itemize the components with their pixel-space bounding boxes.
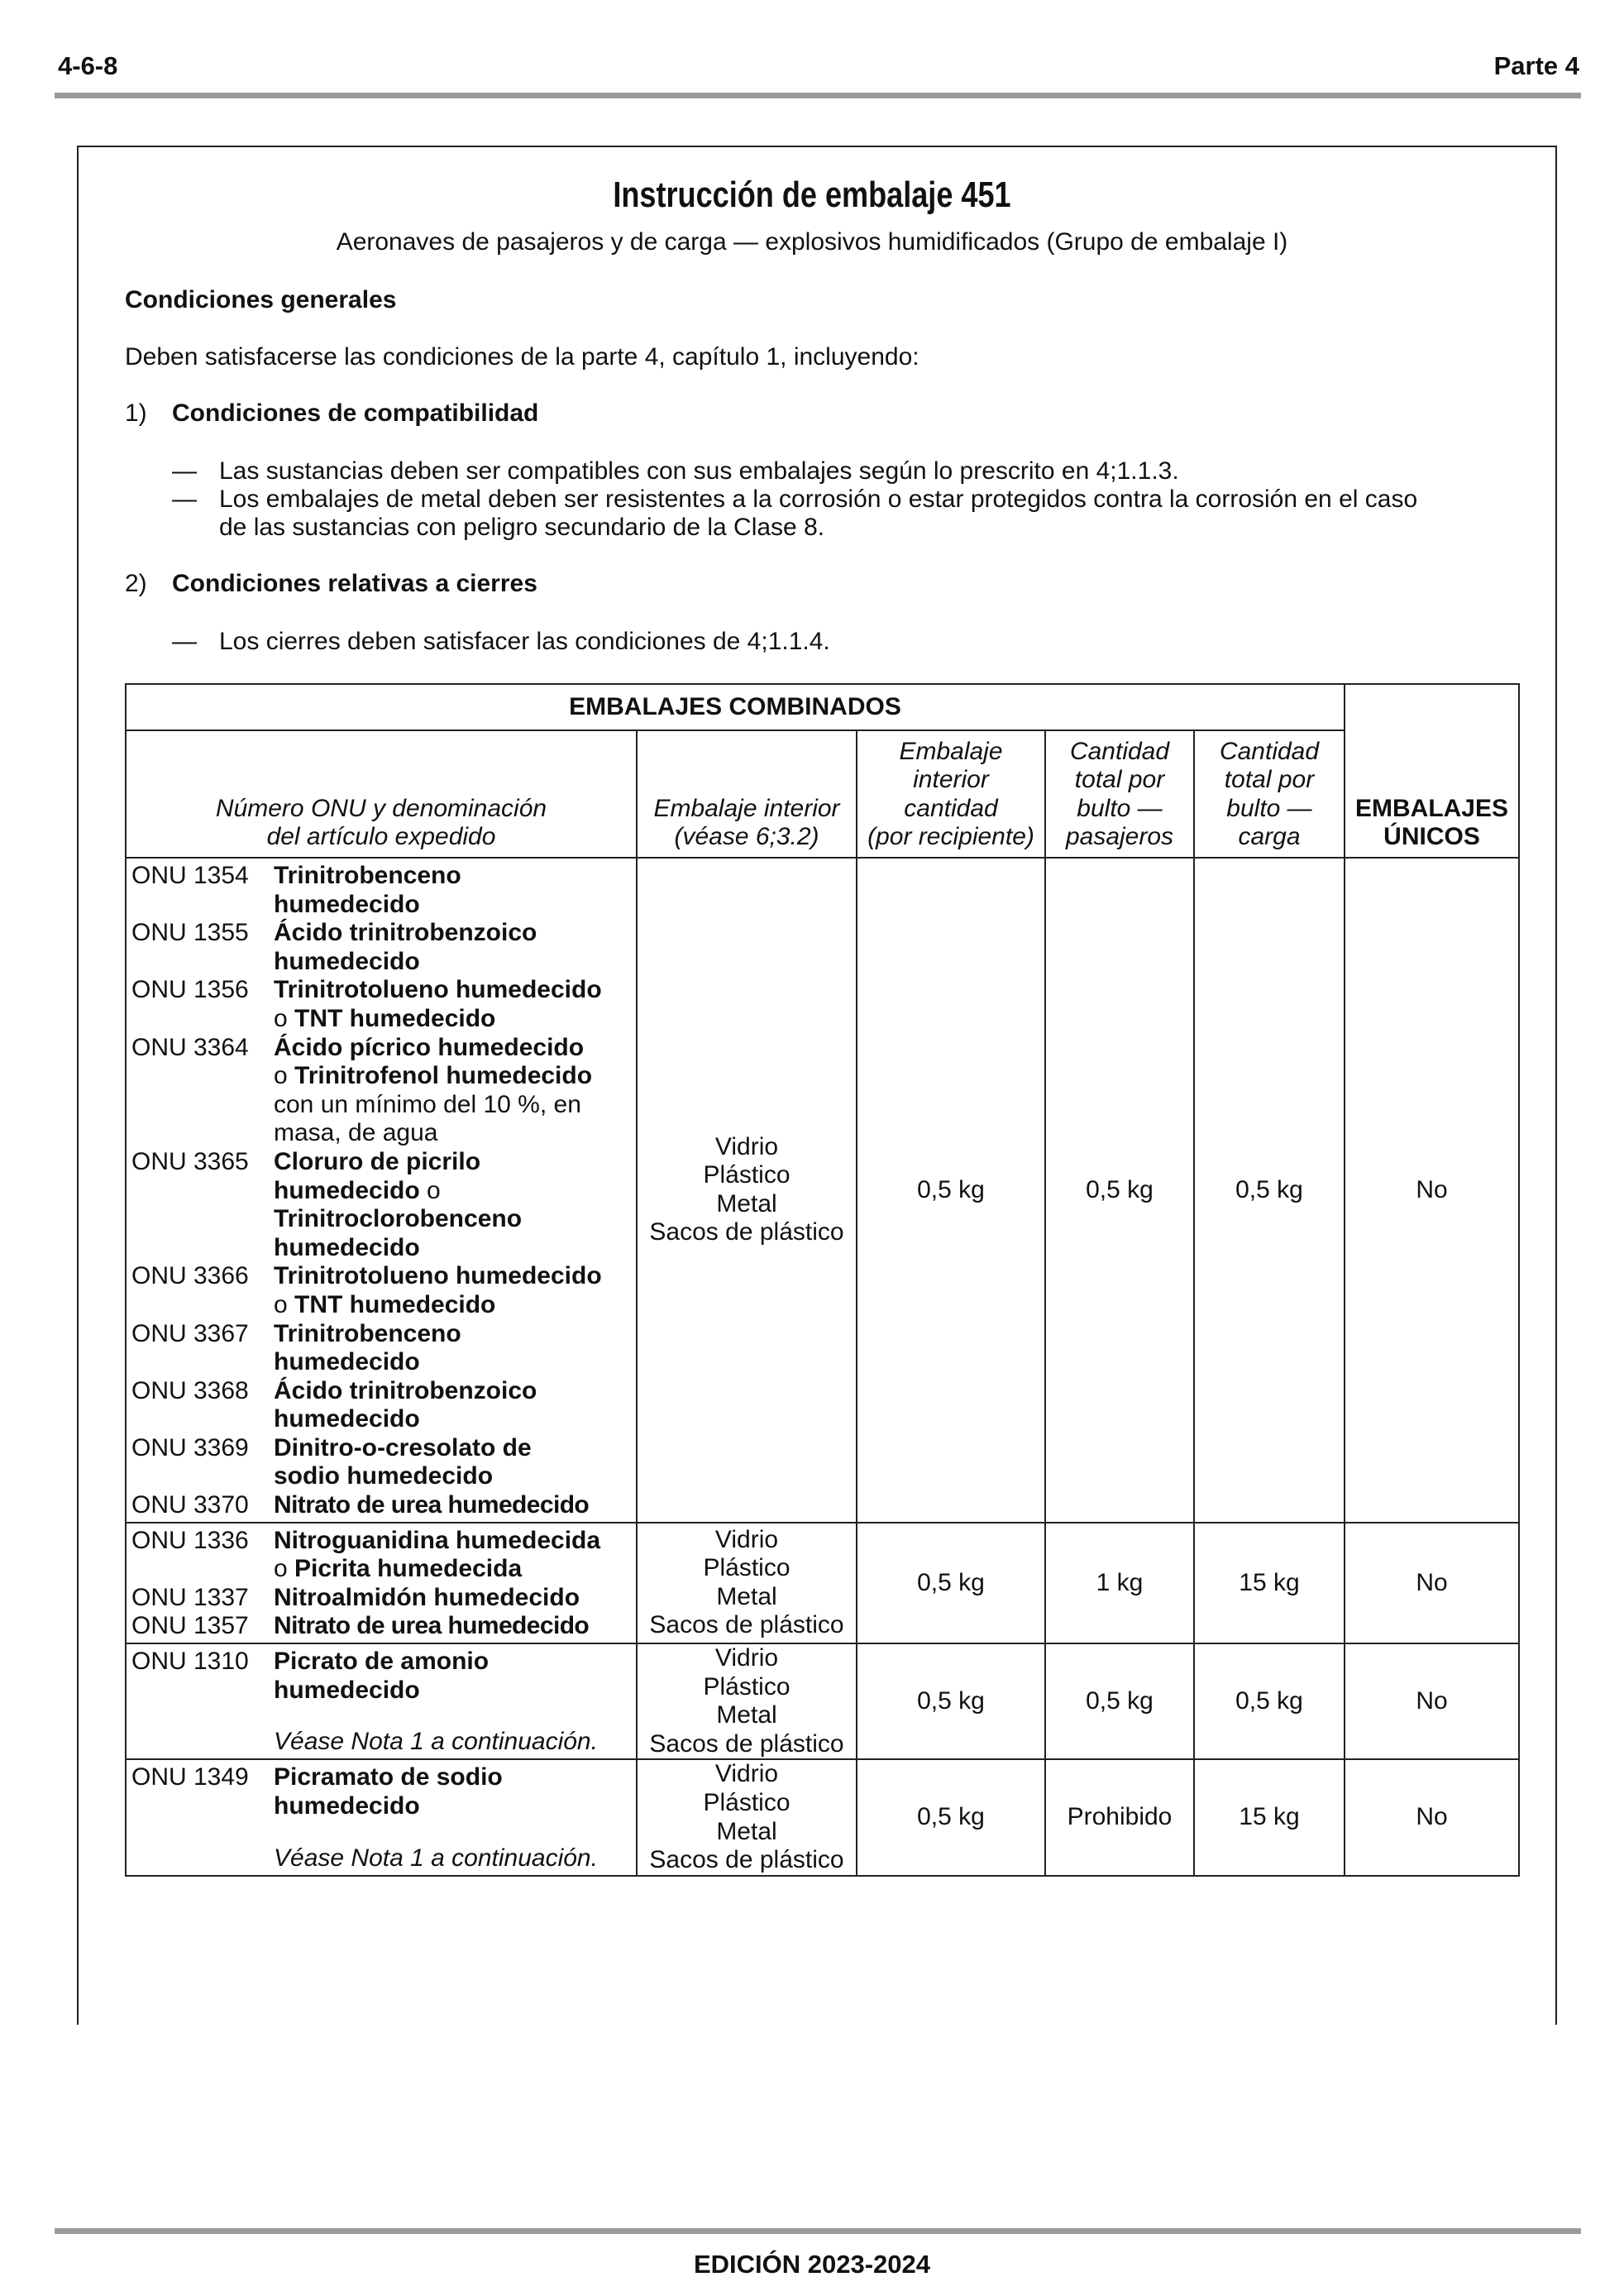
cargo-quantity-header: Cantidad total por bulto — carga (1194, 730, 1345, 858)
condition-item-continued: de las sustancias con peligro secundario de la Clase 8. (219, 514, 825, 541)
dash-bullet: — (172, 457, 197, 485)
passenger-quantity-header: Cantidad total por bulto — pasajeros (1045, 730, 1194, 858)
passenger-quantity-cell: 1 kg (1045, 1523, 1194, 1643)
inner-quantity-cell: 0,5 kg (857, 1523, 1045, 1643)
dash-bullet: — (172, 486, 197, 513)
inner-quantity-header: Embalaje interior cantidad (por recipiente) (857, 730, 1045, 858)
page-subtitle: Aeronaves de pasajeros y de carga — explosivos humidificados (Grupo de embalaje I) (336, 228, 1288, 256)
cargo-quantity-cell: 15 kg (1194, 1523, 1345, 1643)
footer-rule (55, 2228, 1581, 2234)
inner-packaging-cell: Vidrio Plástico Metal Sacos de plástico (637, 1759, 857, 1875)
section-number: 2) (125, 570, 147, 597)
part-label: Parte 4 (1493, 51, 1579, 80)
page-number: 4-6-8 (58, 51, 118, 80)
inner-quantity-cell: 0,5 kg (857, 1759, 1045, 1875)
section-number: 1) (125, 399, 147, 427)
single-packaging-cell: No (1345, 1643, 1519, 1759)
combined-packagings-header: EMBALAJES COMBINADOS (126, 684, 1345, 730)
condition-item: Los cierres deben satisfacer las condiciones de 4;1.1.4. (219, 628, 830, 655)
un-entries: ONU 1354 Trinitrobenceno humedecido ONU 1355 Ácido trinitrobenzoico humedecido ONU 1356 Trinitrotolueno humedecido o TNT humedecido ONU 3364 Ácido pícrico humedecido o Trinitrofenol humedecido con un mínimo del 10 %, en masa, de agua ONU 3365 Cloruro de picrilo humedecido o Trinitroclorobenceno humedecido ONU 3366 Trinitrotolueno humedecido o TNT humedecido ONU 3367 Trinitrobenceno humedecido ONU 3368 Ácido trinitrobenzoico humedecido ONU 3369 Dinitro-o-cresolato de sodio humedecido ONU 3370 Nitrato de urea humedecido (126, 858, 637, 1523)
note-reference: Véase Nota 1 a continuación. (274, 1844, 598, 1872)
un-entries: ONU 1310 Picrato de amonio humedecido Véase Nota 1 a continuación. (126, 1643, 637, 1759)
edition-footer: EDICIÓN 2023-2024 (693, 2250, 931, 2279)
condition-item: Las sustancias deben ser compatibles con sus embalajes según lo prescrito en 4;1.1.3. (219, 457, 1179, 485)
inner-packaging-cell: Vidrio Plástico Metal Sacos de plástico (637, 1523, 857, 1643)
section-heading: Condiciones de compatibilidad (172, 399, 539, 427)
packing-table (125, 683, 1520, 1877)
un-entries: ONU 1349 Picramato de sodio humedecido Véase Nota 1 a continuación. (126, 1759, 637, 1875)
section-heading: Condiciones relativas a cierres (172, 570, 537, 597)
cargo-quantity-cell: 0,5 kg (1194, 1643, 1345, 1759)
passenger-quantity-cell: 0,5 kg (1045, 858, 1194, 1523)
inner-packaging-cell: Vidrio Plástico Metal Sacos de plástico (637, 858, 857, 1523)
intro-text: Deben satisfacerse las condiciones de la parte 4, capítulo 1, incluyendo: (125, 343, 919, 371)
un-name-header: Número ONU y denominación del artículo expedido (126, 730, 637, 858)
inner-packaging-cell: Vidrio Plástico Metal Sacos de plástico (637, 1643, 857, 1759)
dash-bullet: — (172, 628, 197, 655)
passenger-quantity-cell: Prohibido (1045, 1759, 1194, 1875)
general-conditions-heading: Condiciones generales (125, 286, 397, 313)
single-packaging-cell: No (1345, 1523, 1519, 1643)
un-entries: ONU 1336 Nitroguanidina humedecida o Picrita humedecida ONU 1337 Nitroalmidón humedecido ONU 1357 Nitrato de urea humedecido (126, 1523, 637, 1643)
condition-item: Los embalajes de metal deben ser resistentes a la corrosión o estar protegidos contra la corrosión en el caso (219, 486, 1418, 513)
table-row (126, 1643, 1519, 1759)
passenger-quantity-cell: 0,5 kg (1045, 1643, 1194, 1759)
cargo-quantity-cell: 15 kg (1194, 1759, 1345, 1875)
header-rule (55, 93, 1581, 98)
note-reference: Véase Nota 1 a continuación. (274, 1728, 598, 1756)
single-packagings-header: EMBALAJES ÚNICOS (1345, 684, 1519, 858)
table-row (126, 1759, 1519, 1875)
table-row (126, 1523, 1519, 1643)
single-packaging-cell: No (1345, 1759, 1519, 1875)
table-row (126, 858, 1519, 1523)
inner-quantity-cell: 0,5 kg (857, 858, 1045, 1523)
cargo-quantity-cell: 0,5 kg (1194, 858, 1345, 1523)
single-packaging-cell: No (1345, 858, 1519, 1523)
page-title: Instrucción de embalaje 451 (613, 175, 1011, 215)
inner-quantity-cell: 0,5 kg (857, 1643, 1045, 1759)
inner-packaging-header: Embalaje interior (véase 6;3.2) (637, 730, 857, 858)
